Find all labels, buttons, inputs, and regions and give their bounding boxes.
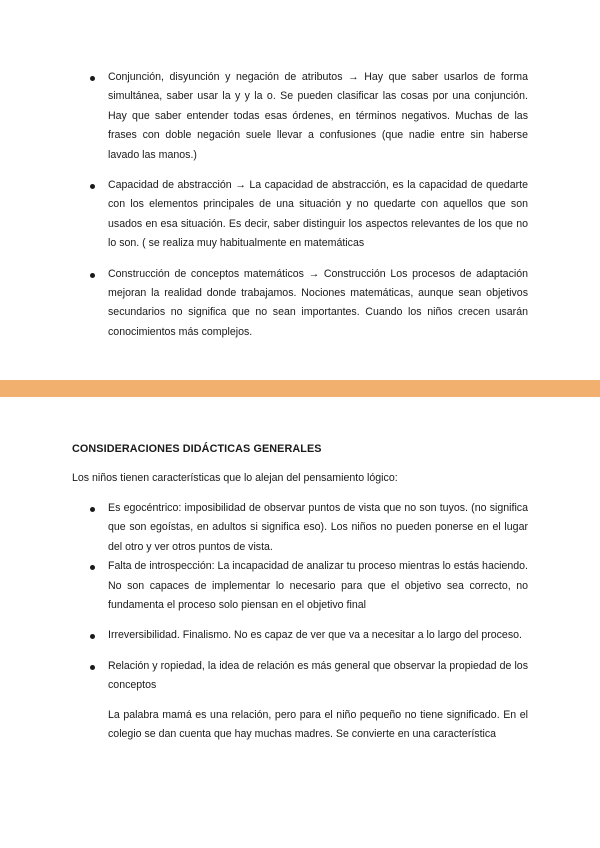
bullet-icon (90, 184, 95, 189)
list-item (108, 499, 528, 557)
bullet-icon (90, 273, 95, 278)
bullet-icon (90, 76, 95, 81)
bullet-icon (90, 665, 95, 670)
list-item (108, 657, 528, 745)
list-item-text: Capacidad de abstracción → La capacidad de abstracción, es la capacidad de quedarte con los elementos principales de una situación y no quedarte con aquellos que son usados en esa situación. Es decir, saber distinguir los aspectos relevantes de los que no lo son. ( se realiza muy habitualmente en matemáticas (108, 179, 528, 250)
list-item-text: Relación y ropiedad, la idea de relación es más general que observar la propiedad de los conceptos (108, 659, 528, 692)
considerations-list (108, 499, 528, 744)
bullet-icon (90, 565, 95, 570)
list-item (108, 176, 528, 254)
list-item (108, 68, 528, 165)
list-item (108, 557, 528, 615)
section-heading: CONSIDERACIONES DIDÁCTICAS GENERALES (72, 443, 322, 455)
list-item-text: Es egocéntrico: imposibilidad de observar puntos de vista que no son tuyos. (no significa que son egoístas, en adultos si significa eso). Los niños no pueden ponerse en el lugar del otro y ver otros puntos de vista. (108, 502, 528, 553)
attribute-list (108, 68, 528, 353)
list-item-text: Irreversibilidad. Finalismo. No es capaz de ver que va a necesitar a lo largo del proceso. (108, 629, 522, 642)
continuation-paragraph: La palabra mamá es una relación, pero para el niño pequeño no tiene significado. En el colegio se dan cuenta que hay muchas madres. Se convierte en una característica (108, 708, 528, 741)
list-item-text: Conjunción, disyunción y negación de atributos → Hay que saber usarlos de forma simultánea, saber usar la y y la o. Se pueden clasificar las cosas por una conjunción. Hay que saber entender todas esas órdenes, en términos negativos. Muchas de las frases con doble negación suele llevar a confusiones (que nadie entre sin haberse lavado las manos.) (108, 71, 528, 161)
list-item-text: Falta de introspección: La incapacidad de analizar tu proceso mientras lo estás haciendo. No son capaces de implementar lo necesario para que el objetivo sea correcto, no fundamenta el proceso solo piensan en el objetivo final (108, 560, 528, 612)
list-item-text: Construcción de conceptos matemáticos → Construcción Los procesos de adaptación mejoran la realidad donde trabajamos. Nociones matemáticas, aunque sean objetivos secundarios no significa que no sean importantes. Cuando los niños crecen usarán conocimientos más complejos. (108, 267, 528, 338)
list-item (108, 265, 528, 343)
intro-text: Los niños tienen características que lo alejan del pensamiento lógico: (72, 472, 398, 484)
bullet-icon (90, 634, 95, 639)
bullet-icon (90, 507, 95, 512)
section-divider (0, 380, 600, 397)
list-item (108, 626, 528, 645)
